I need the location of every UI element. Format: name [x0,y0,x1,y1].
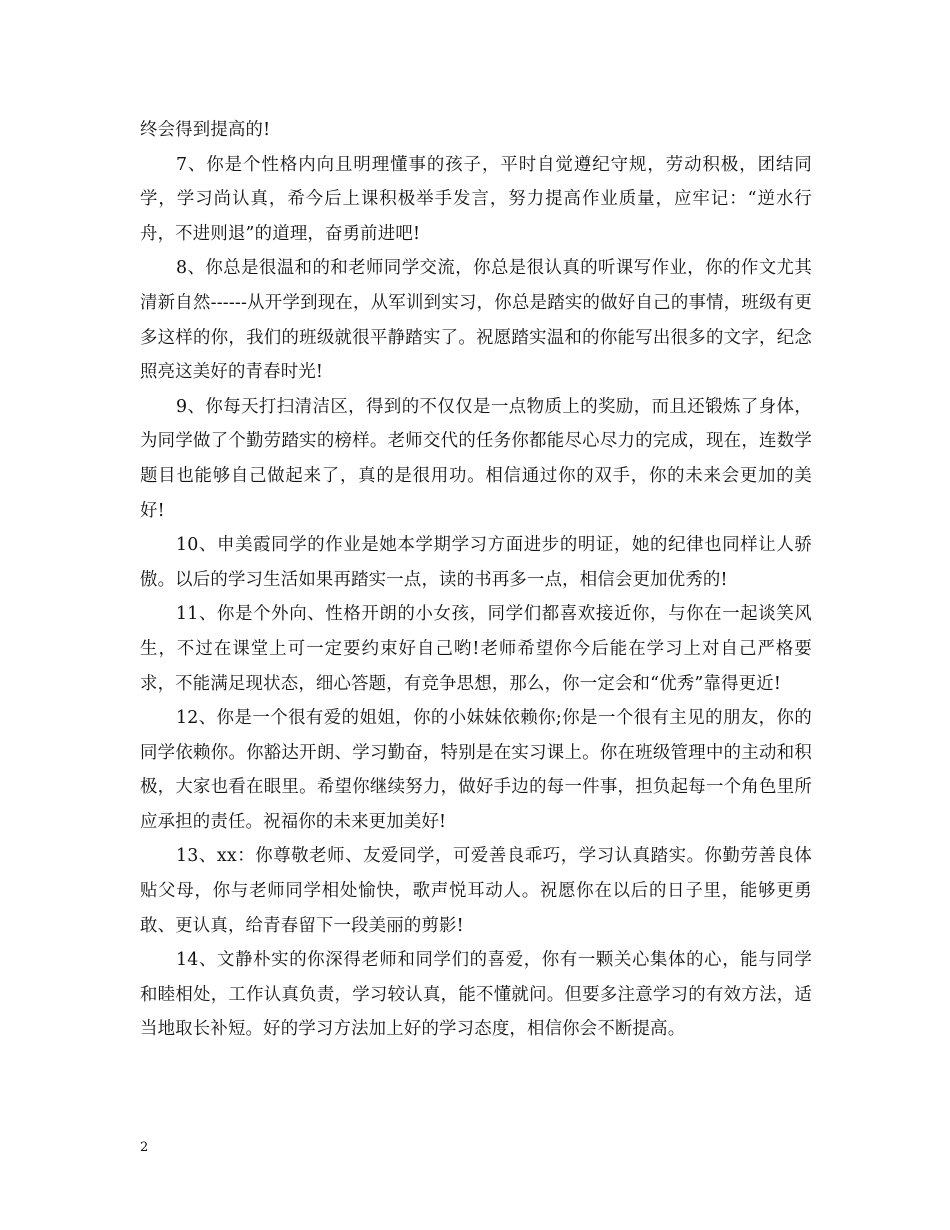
paragraph-comment-10: 10、申美霞同学的作业是她本学期学习方面进步的明证，她的纪律也同样让人骄傲。以后的学习生活如果再踏实一点，读的书再多一点，相信会更加优秀的! [140,535,812,590]
paragraph-comment-13: 13、xx：你尊敬老师、友爱同学，可爱善良乖巧，学习认真踏实。你勤劳善良体贴父母，你与老师同学相处愉快，歌声悦耳动人。祝愿你在以后的日子里，能够更勇敢、更认真，给青春留下一段美丽的剪影! [140,846,812,936]
paragraph-comment-7: 7、你是个性格内向且明理懂事的孩子，平时自觉遵纪守规，劳动积极，团结同学，学习尚认真，希今后上课积极举手发言，努力提高作业质量，应牢记：“逆水行舟，不进则退”的道理，奋勇前进吧! [140,154,812,244]
paragraph-comment-14: 14、文静朴实的你深得老师和同学们的喜爱，你有一颗关心集体的心，能与同学和睦相处，工作认真负责，学习较认真，能不懂就问。但要多注意学习的有效方法，适当地取长补短。好的学习方法加上好的学习态度，相信你会不断提高。 [140,950,812,1040]
paragraph-comment-9: 9、你每天打扫清洁区，得到的不仅仅是一点物质上的奖励，而且还锻炼了身体，为同学做了个勤劳踏实的榜样。老师交代的任务你都能尽心尽力的完成，现在，连数学题目也能够自己做起来了，真的是很用功。相信通过你的双手，你的未来会更加的美好! [140,396,812,521]
paragraph-comment-11: 11、你是个外向、性格开朗的小女孩，同学们都喜欢接近你，与你在一起谈笑风生，不过在课堂上可一定要约束好自己哟!老师希望你今后能在学习上对自己严格要求，不能满足现状态，细心答题，有竞争思想，那么，你一定会和“优秀”靠得更近! [140,604,812,694]
paragraph-comment-12: 12、你是一个很有爱的姐姐，你的小妹妹依赖你;你是一个很有主见的朋友，你的同学依赖你。你豁达开朗、学习勤奋，特别是在实习课上。你在班级管理中的主动和积极，大家也看在眼里。希望你继续努力，做好手边的每一件事，担负起每一个角色里所应承担的责任。祝福你的未来更加美好! [140,708,812,832]
page-number: 2 [140,1140,149,1155]
paragraph-continuation: 终会得到提高的! [140,120,271,140]
document-body [140,113,812,1047]
paragraph-comment-8: 8、你总是很温和的和老师同学交流，你总是很认真的听课写作业，你的作文尤其清新自然------从开学到现在，从军训到实习，你总是踏实的做好自己的事情，班级有更多这样的你，我们的班级就很平静踏实了。祝愿踏实温和的你能写出很多的文字，纪念照亮这美好的青春时光! [140,258,812,383]
